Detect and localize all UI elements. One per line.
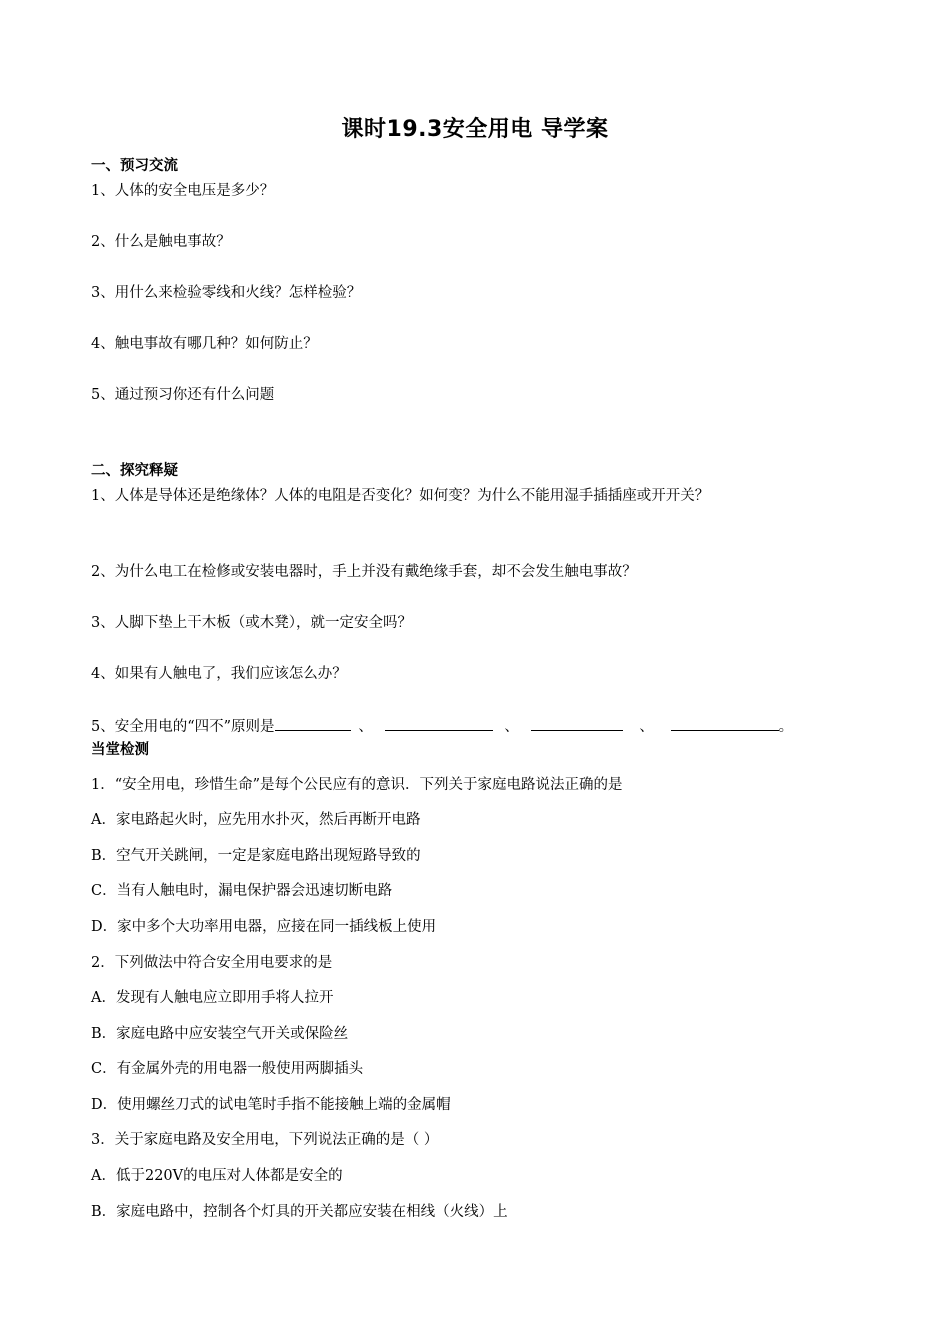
- quiz-option: D．使用螺丝刀式的试电笔时手指不能接触上端的金属帽: [91, 1097, 451, 1113]
- blank-separator: 、: [639, 719, 654, 735]
- quiz-question-1: 1．“安全用电，珍惜生命”是每个公民应有的意识．下列关于家庭电路说法正确的是: [91, 777, 623, 793]
- sentence-end-mark: 。: [778, 719, 794, 735]
- explore-question-4: 4、如果有人触电了，我们应该怎么办？: [91, 666, 347, 682]
- quiz-option: C．当有人触电时，漏电保护器会迅速切断电路: [91, 883, 393, 899]
- quiz-option: B．家庭电路中应安装空气开关或保险丝: [91, 1026, 349, 1042]
- quiz-option: A．低于220V的电压对人体都是安全的: [91, 1168, 343, 1184]
- explore-question-5: [91, 715, 793, 737]
- preview-question-4: 4、触电事故有哪几种？如何防止？: [91, 336, 318, 352]
- quiz-option: D．家中多个大功率用电器，应接在同一插线板上使用: [91, 919, 437, 935]
- blank-separator: 、: [358, 719, 373, 735]
- quiz-option: A．发现有人触电应立即用手将人拉开: [91, 990, 334, 1006]
- blank-separator: 、: [504, 719, 519, 735]
- quiz-question-3: 3．关于家庭电路及安全用电，下列说法正确的是（ ）: [91, 1132, 439, 1148]
- preview-question-3: 3、用什么来检验零线和火线？怎样检验？: [91, 285, 362, 301]
- section-heading-quiz: 当堂检测: [91, 742, 149, 758]
- explore-question-5-text: 5、安全用电的“四不”原则是: [91, 719, 275, 735]
- quiz-option: C．有金属外壳的用电器一般使用两脚插头: [91, 1061, 364, 1077]
- explore-question-3: 3、人脚下垫上干木板（或木凳），就一定安全吗？: [91, 615, 412, 631]
- section-heading-preview: 一、预习交流: [91, 158, 178, 174]
- quiz-option: A．家电路起火时，应先用水扑灭，然后再断开电路: [91, 812, 421, 828]
- preview-question-2: 2、什么是触电事故？: [91, 234, 231, 250]
- page-title: 课时19.3安全用电 导学案: [341, 117, 609, 142]
- quiz-option: B．家庭电路中，控制各个灯具的开关都应安装在相线（火线）上: [91, 1204, 508, 1220]
- preview-question-1: 1、人体的安全电压是多少？: [91, 183, 275, 199]
- fill-blank-3[interactable]: [531, 715, 623, 731]
- fill-blank-2[interactable]: [385, 715, 493, 731]
- explore-question-1: 1、人体是导体还是绝缘体？人体的电阻是否变化？如何变？为什么不能用湿手插插座或开开关？: [91, 488, 710, 504]
- fill-blank-1[interactable]: [275, 715, 351, 731]
- section-heading-explore: 二、探究释疑: [91, 463, 178, 479]
- explore-question-2: 2、为什么电工在检修或安装电器时，手上并没有戴绝缘手套，却不会发生触电事故？: [91, 564, 637, 580]
- quiz-option: B．空气开关跳闸，一定是家庭电路出现短路导致的: [91, 848, 421, 864]
- preview-question-5: 5、通过预习你还有什么问题: [91, 387, 275, 403]
- quiz-question-2: 2．下列做法中符合安全用电要求的是: [91, 955, 333, 971]
- fill-blank-4[interactable]: [671, 715, 779, 731]
